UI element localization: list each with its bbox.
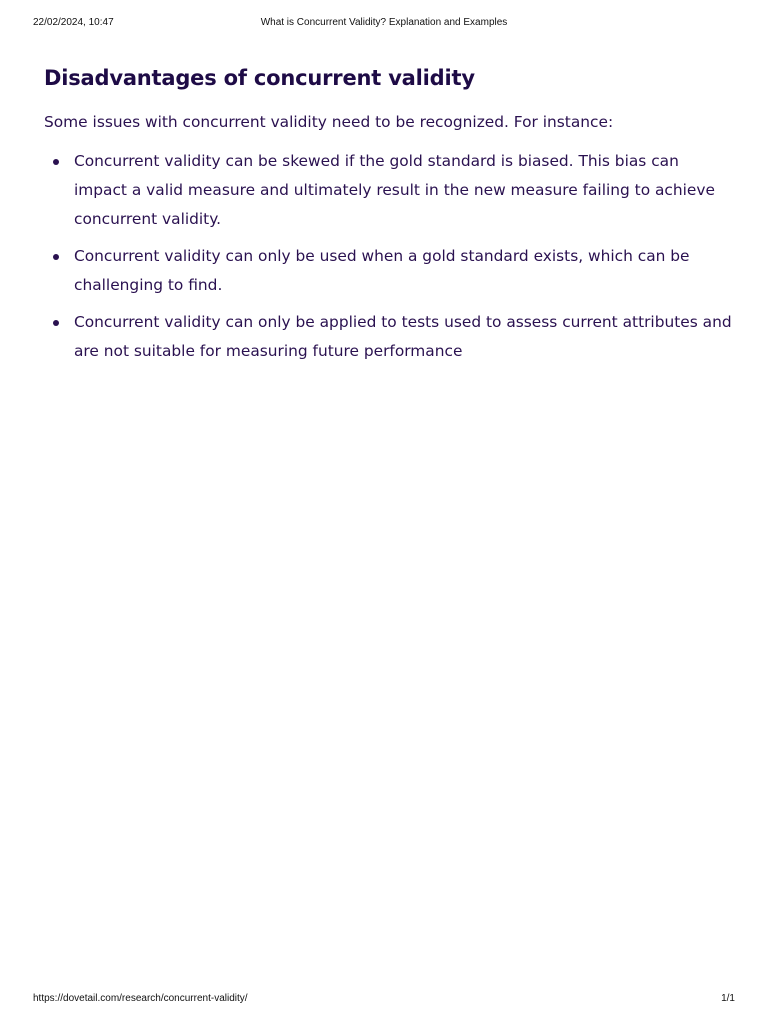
list-item-text: Concurrent validity can only be used when a gold standard exists, which can be challenging to find. — [74, 247, 690, 294]
page-number: 1/1 — [721, 993, 735, 1004]
disadvantages-list — [44, 147, 734, 366]
list-item — [74, 147, 734, 234]
bullet-dot-icon — [53, 320, 59, 326]
bullet-dot-icon — [53, 159, 59, 165]
list-item-text: Concurrent validity can only be applied to tests used to assess current attributes and are not suitable for measuring future performance — [74, 313, 732, 360]
list-item — [74, 308, 734, 366]
article-section — [44, 60, 734, 374]
intro-paragraph: Some issues with concurrent validity need to be recognized. For instance: — [44, 113, 614, 131]
print-url[interactable]: https://dovetail.com/research/concurrent-validity/ — [33, 993, 248, 1004]
print-page-title: What is Concurrent Validity? Explanation and Examples — [260, 17, 508, 28]
print-date-time: 22/02/2024, 10:47 — [33, 17, 114, 28]
section-heading: Disadvantages of concurrent validity — [44, 66, 475, 90]
bullet-dot-icon — [53, 254, 59, 260]
print-footer — [0, 993, 768, 1009]
list-item — [74, 242, 734, 300]
print-header — [0, 17, 768, 33]
list-item-text: Concurrent validity can be skewed if the gold standard is biased. This bias can impact a valid measure and ultimately result in the new measure failing to achieve concurrent validity. — [74, 152, 715, 228]
